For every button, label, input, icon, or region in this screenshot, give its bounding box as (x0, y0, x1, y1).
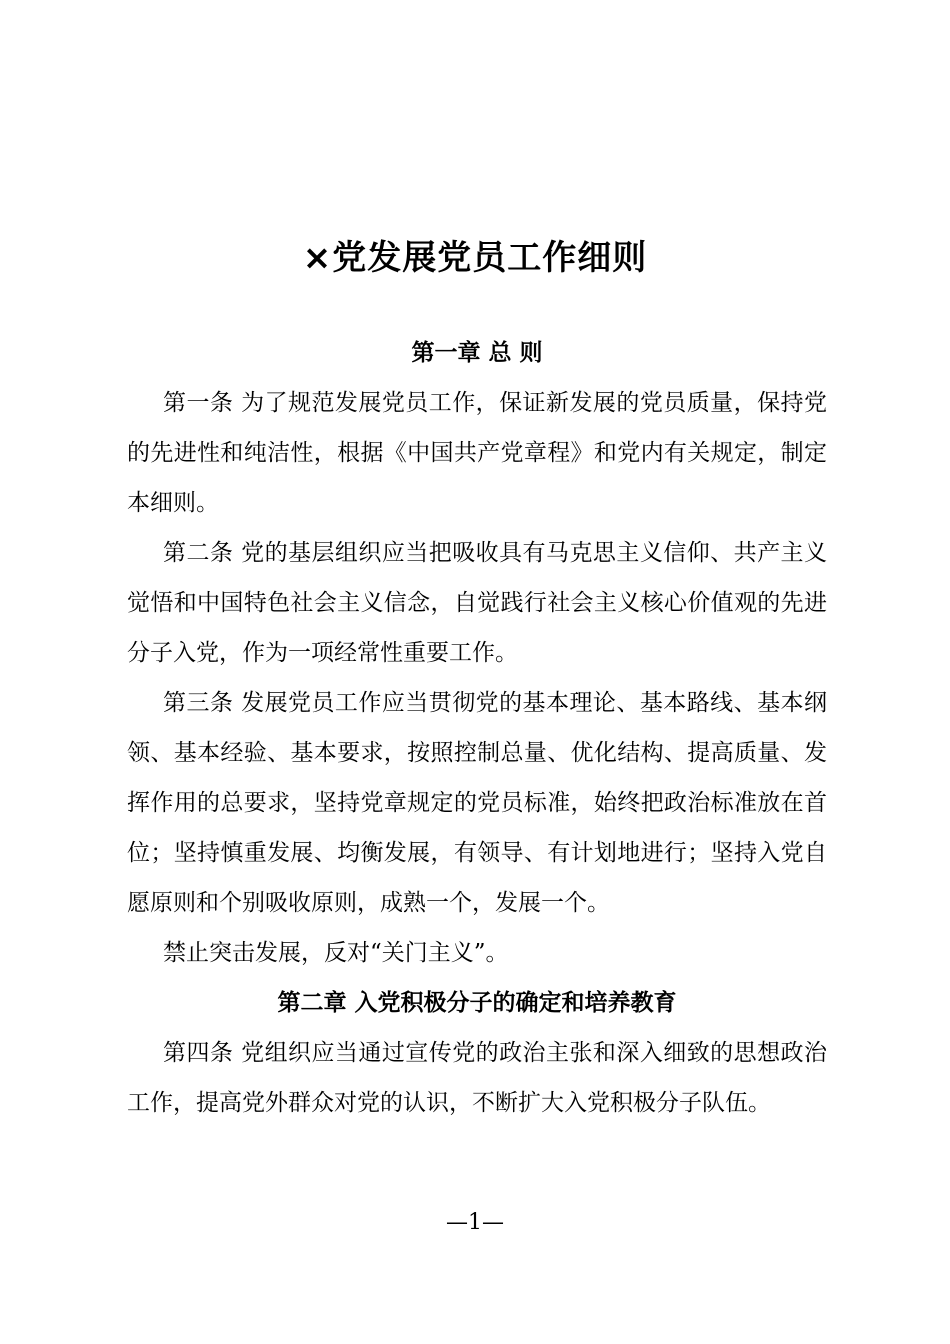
article-paragraph: 第四条 党组织应当通过宣传党的政治主张和深入细致的思想政治工作，提高党外群众对党的认识，不断扩大入党积极分子队伍。 (127, 1040, 827, 1116)
page-number: —1— (446, 1210, 504, 1235)
chapter-heading: 第二章 入党积极分子的确定和培养教育 (277, 990, 677, 1016)
chapter-heading: 第一章 总 则 (411, 340, 543, 366)
document-body (127, 328, 827, 1128)
document-title: ×党发展党员工作细则 (302, 238, 648, 278)
article-paragraph: 第一条 为了规范发展党员工作，保证新发展的党员质量，保持党的先进性和纯洁性，根据《中国共产党章程》和党内有关规定，制定本细则。 (127, 390, 827, 516)
article-paragraph: 第二条 党的基层组织应当把吸收具有马克思主义信仰、共产主义觉悟和中国特色社会主义信念，自觉践行社会主义核心价值观的先进分子入党，作为一项经常性重要工作。 (127, 540, 827, 666)
article-paragraph: 第三条 发展党员工作应当贯彻党的基本理论、基本路线、基本纲领、基本经验、基本要求，按照控制总量、优化结构、提高质量、发挥作用的总要求，坚持党章规定的党员标准，始终把政治标准放在首位；坚持慎重发展、均衡发展，有领导、有计划地进行；坚持入党自愿原则和个别吸收原则，成熟一个，发展一个。 (127, 690, 827, 916)
article-paragraph: 禁止突击发展，反对“关门主义”。 (163, 940, 509, 966)
